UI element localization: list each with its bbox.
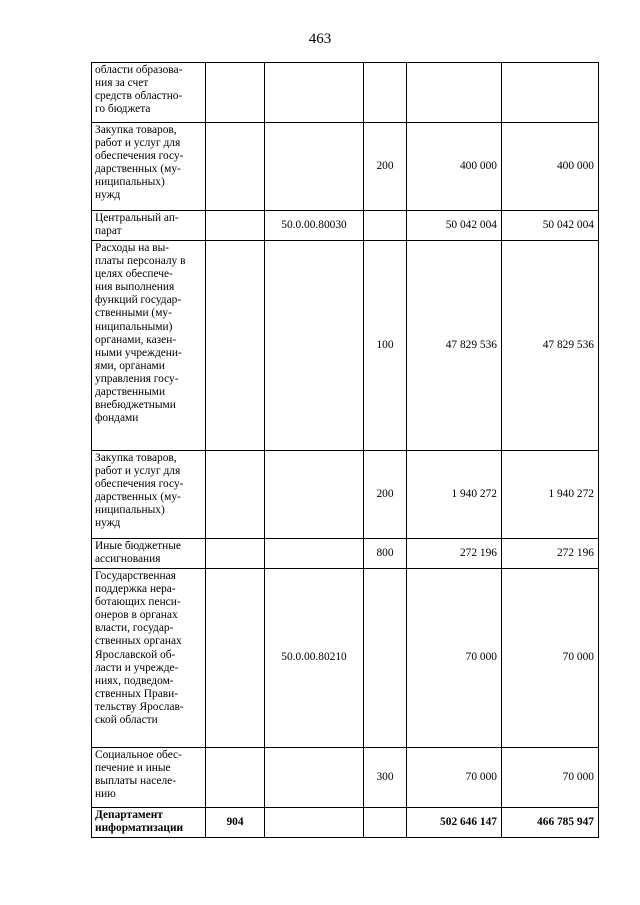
row-name-line: Закупка товаров,: [95, 452, 177, 464]
row-name-line: обеспечения госу-: [95, 150, 184, 163]
row-name-line: парат: [95, 225, 122, 238]
amount-year2-cell: 70 000: [502, 748, 599, 808]
row-name-line: ными учреждени-: [95, 346, 182, 359]
expense-type-cell: [364, 808, 407, 838]
amount-year2-cell: 50 042 004: [502, 211, 599, 241]
row-name-cell: [92, 241, 206, 451]
row-name-line: нужд: [95, 517, 121, 530]
amount-year2-cell: 70 000: [502, 569, 599, 748]
ministry-code-cell: [206, 569, 265, 748]
row-name-line: Ярославской об-: [95, 648, 176, 661]
row-name-line: платы персоналу в: [95, 255, 186, 268]
expense-type-cell: [364, 569, 407, 748]
row-name-line: работ и услуг для: [95, 137, 181, 150]
row-name-line: дарственными: [95, 386, 166, 399]
amount-year1-cell: 50 042 004: [407, 211, 502, 241]
table-row: [92, 539, 599, 569]
row-name-line: Департамент: [95, 809, 163, 821]
row-name-line: целях обеспече-: [95, 268, 173, 281]
row-name-line: печение и иные: [95, 762, 171, 775]
expense-type-cell: 200: [364, 451, 407, 539]
table-row-total: [92, 808, 599, 838]
row-name-line: ственных органах: [95, 635, 182, 648]
amount-year2-cell: 400 000: [502, 123, 599, 211]
row-name-line: фондами: [95, 412, 139, 425]
ministry-code-cell: [206, 451, 265, 539]
row-name-cell: [92, 451, 206, 539]
row-name-line: информатизации: [95, 822, 184, 835]
row-name-line: работ и услуг для: [95, 465, 181, 478]
row-name-cell: [92, 211, 206, 241]
row-name-line: обеспечения госу-: [95, 478, 184, 491]
row-name-line: внебюджетными: [95, 399, 176, 412]
row-name-line: ласти и учрежде-: [95, 661, 179, 674]
ministry-code-cell: [206, 241, 265, 451]
amount-year1-cell: 70 000: [407, 569, 502, 748]
row-name-cell: [92, 63, 206, 123]
row-name-cell: [92, 808, 206, 838]
row-name-line: ассигнования: [95, 553, 161, 566]
amount-year1-cell: 70 000: [407, 748, 502, 808]
row-name-line: тельству Ярослав-: [95, 700, 184, 713]
row-name-cell: [92, 748, 206, 808]
row-name-line: онеров в органах: [95, 609, 178, 622]
amount-year2-cell: 466 785 947: [502, 808, 599, 838]
row-name-line: Центральный ап-: [95, 212, 179, 224]
row-name-line: ния выполнения: [95, 281, 175, 294]
row-name-line: области образова-: [95, 64, 183, 76]
expense-type-cell: 800: [364, 539, 407, 569]
row-name-line: средств областно-: [95, 90, 183, 103]
amount-year1-cell: 1 940 272: [407, 451, 502, 539]
row-name-line: нию: [95, 788, 116, 801]
ministry-code-cell: [206, 123, 265, 211]
row-name-line: дарственных (му-: [95, 491, 181, 504]
row-name-cell: [92, 569, 206, 748]
budget-table: [91, 62, 599, 838]
table-row: [92, 451, 599, 539]
ministry-code-cell: [206, 63, 265, 123]
amount-year2-cell: 47 829 536: [502, 241, 599, 451]
row-name-cell: [92, 539, 206, 569]
row-name-line: Закупка товаров,: [95, 124, 177, 136]
row-name-line: ниципальными): [95, 320, 173, 333]
target-article-cell: 50.0.00.80210: [265, 569, 364, 748]
target-article-cell: [265, 451, 364, 539]
row-name-line: ниципальных): [95, 504, 165, 517]
ministry-code-cell: [206, 748, 265, 808]
target-article-cell: [265, 539, 364, 569]
row-name-line: ниях, подведом-: [95, 674, 174, 687]
row-name-line: Социальное обес-: [95, 749, 182, 761]
row-name-line: Иные бюджетные: [95, 540, 181, 552]
row-name-line: го бюджета: [95, 103, 151, 116]
target-article-cell: [265, 241, 364, 451]
row-name-line: управления госу-: [95, 372, 179, 385]
row-name-line: выплаты населе-: [95, 775, 176, 788]
target-article-cell: [265, 748, 364, 808]
expense-type-cell: [364, 63, 407, 123]
row-name-line: функций государ-: [95, 294, 182, 307]
row-name-line: ботающих пенси-: [95, 596, 181, 609]
ministry-code-cell: [206, 211, 265, 241]
row-name-line: ской области: [95, 714, 158, 727]
row-name-line: ственными (му-: [95, 307, 172, 320]
expense-type-cell: 100: [364, 241, 407, 451]
row-name-line: ния за счет: [95, 77, 149, 90]
row-name-cell: [92, 123, 206, 211]
target-article-cell: [265, 123, 364, 211]
row-name-line: ниципальных): [95, 176, 165, 189]
ministry-code-cell: 904: [206, 808, 265, 838]
ministry-code-cell: [206, 539, 265, 569]
row-name-line: дарственных (му-: [95, 163, 181, 176]
amount-year2-cell: 272 196: [502, 539, 599, 569]
table-row: [92, 63, 599, 123]
target-article-cell: [265, 63, 364, 123]
row-name-line: поддержка нера-: [95, 583, 176, 596]
row-name-line: власти, государ-: [95, 622, 174, 635]
target-article-cell: 50.0.00.80030: [265, 211, 364, 241]
amount-year2-cell: [502, 63, 599, 123]
row-name-line: нужд: [95, 189, 121, 202]
table-row: [92, 123, 599, 211]
page-number: 463: [308, 31, 332, 47]
amount-year1-cell: 502 646 147: [407, 808, 502, 838]
amount-year1-cell: [407, 63, 502, 123]
row-name-line: ственных Прави-: [95, 687, 179, 700]
table-row: [92, 569, 599, 748]
amount-year2-cell: 1 940 272: [502, 451, 599, 539]
row-name-line: органами, казен-: [95, 333, 177, 346]
row-name-line: Государственная: [95, 570, 176, 582]
table-row: [92, 211, 599, 241]
table-row: [92, 241, 599, 451]
budget-table-body: [92, 63, 599, 838]
expense-type-cell: [364, 211, 407, 241]
row-name-line: ями, органами: [95, 359, 165, 372]
expense-type-cell: 300: [364, 748, 407, 808]
row-name-line: Расходы на вы-: [95, 242, 170, 254]
amount-year1-cell: 400 000: [407, 123, 502, 211]
amount-year1-cell: 47 829 536: [407, 241, 502, 451]
table-row: [92, 748, 599, 808]
target-article-cell: [265, 808, 364, 838]
amount-year1-cell: 272 196: [407, 539, 502, 569]
expense-type-cell: 200: [364, 123, 407, 211]
